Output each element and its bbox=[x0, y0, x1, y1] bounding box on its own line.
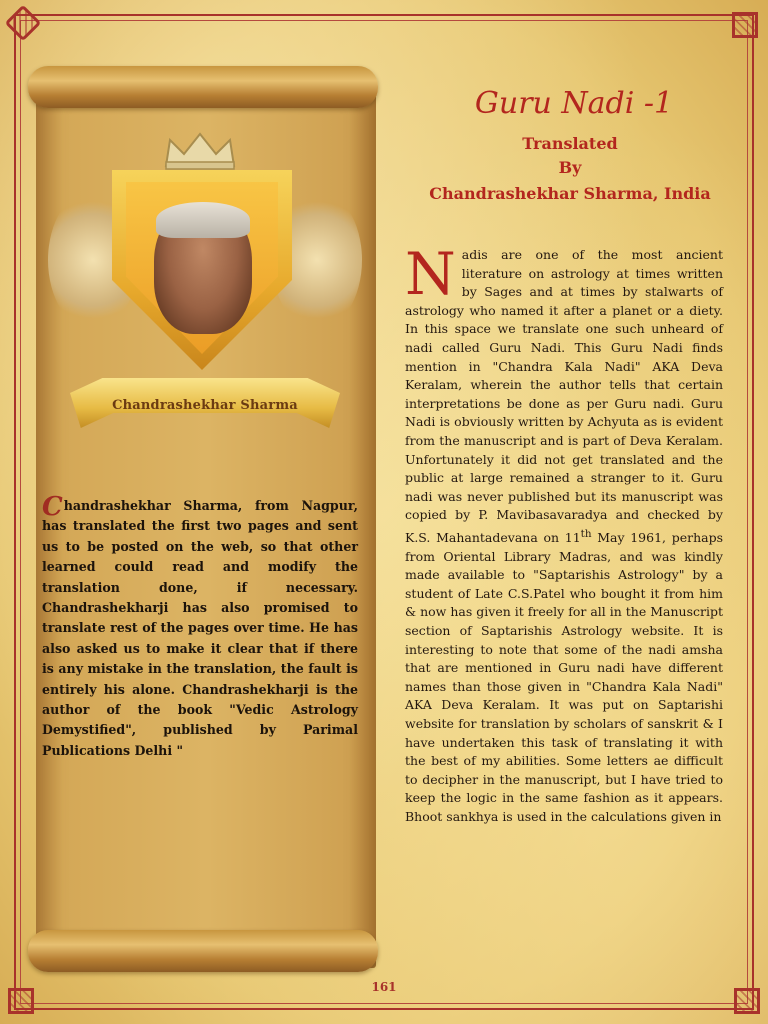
author-portrait-hair bbox=[156, 202, 250, 238]
date-superscript: th bbox=[580, 527, 592, 540]
corner-knot-icon bbox=[732, 12, 758, 38]
scroll-bottom-roll bbox=[28, 930, 378, 972]
ribbon-label: Chandrashekhar Sharma bbox=[112, 398, 298, 413]
drop-cap: C bbox=[42, 492, 63, 522]
translator-note-text: handrashekhar Sharma, from Nagpur, has translated the first two pages and sent us to be posted on the web, so that other learned could read and modify the translation done, if necessary. Chandrashekharji has also promised to translate rest of the pages over time. He has also asked us to make it clear that if there is any mistake in the translation, the fault is entirely his alone. Chandrashekharji is the author of the book "Vedic Astrology Demystified", published by Parimal Publications Delhi " bbox=[42, 498, 358, 758]
author-crest bbox=[40, 130, 370, 440]
scroll-top-roll bbox=[28, 66, 378, 108]
corner-knot-icon bbox=[8, 988, 34, 1014]
translator-note bbox=[42, 492, 358, 761]
article-body bbox=[405, 240, 723, 827]
page-title: Guru Nadi -1 bbox=[474, 86, 674, 121]
article-text-part1: adis are one of the most ancient literature on astrology at times written by Sages and at times by stalwarts of astrology who named it after a planet or a diety. In this space we translate one such unheard of nadi called Guru Nadi. This Guru Nadi finds mention in "Chandra Kala Nadi" AKA Deva Keralam, wherein the author tells that certain interpretations be done as per Guru nadi. Guru Nadi is obviously written by Achyuta as is evident from the manuscript and is part of Deva Keralam. Unfortunately it did not get translated and the public at large remained a stranger to it. Guru nadi was never published but its manuscript was copied by P. Mavibasavaradya and checked by K.S. Mahantadevana on 11 bbox=[405, 247, 723, 546]
page-number: 161 bbox=[371, 980, 397, 994]
subtitle-translated: Translated bbox=[522, 134, 618, 153]
subtitle-by: By bbox=[558, 158, 582, 177]
article-text-part2: May 1961, perhaps from Oriental Library Madras, and was kindly made available to "Saptarishis Astrology" by a student of Late C.S.Patel who bought it from him & now has given it freely for all in the Manuscript section of Saptarishis Astrology website. It is interesting to note that some of the nadi amsha that are mentioned in Guru nadi have different names than those given in "Chandra Kala Nadi" AKA Deva Keralam. It was put on Saptarishi website for translation by scholars of sanskrit & I have undertaken this task of translating it with the best of my abilities. Some letters ae difficult to decipher in the manuscript, but I have tried to keep the logic in the same fashion as it appears. Bhoot sankhya is used in the calculations given in bbox=[405, 530, 723, 824]
subtitle-author: Chandrashekhar Sharma, India bbox=[429, 184, 711, 203]
corner-knot-icon bbox=[734, 988, 760, 1014]
crown-icon bbox=[160, 130, 240, 170]
drop-cap: N bbox=[405, 240, 456, 308]
